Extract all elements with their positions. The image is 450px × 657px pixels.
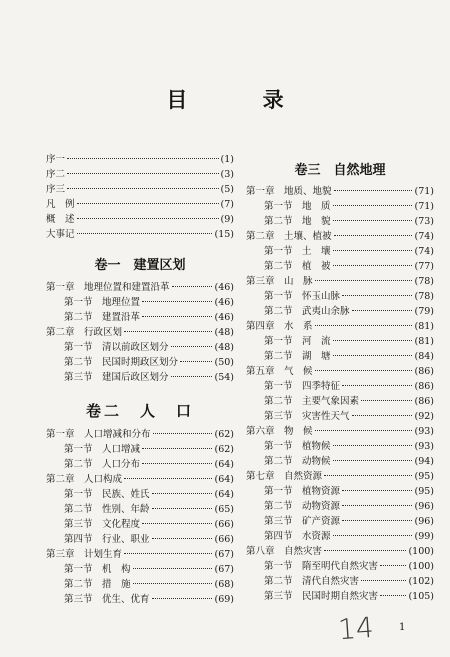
dot-leader (133, 568, 213, 569)
toc-entry-label: 第二节 性别、年龄 (64, 504, 150, 515)
volume-heading: 卷三 自然地理 (294, 163, 386, 178)
toc-entry-page: (78) (414, 291, 434, 302)
dot-leader (352, 310, 413, 311)
toc-entry-page: (78) (414, 276, 434, 287)
toc-entry-label: 第一节 清以前政区划分 (64, 342, 169, 353)
toc-entry-page: (86) (414, 366, 434, 377)
toc-section-entry (46, 355, 234, 370)
toc-entry-label: 概 述 (46, 214, 75, 225)
toc-entry-page: (48) (214, 327, 234, 338)
toc-entry-label: 第二节 湖 塘 (264, 351, 331, 362)
dot-leader (142, 523, 212, 524)
dot-leader (77, 218, 219, 219)
page-title: 目 录 (166, 88, 318, 112)
toc-entry-page: (105) (408, 591, 434, 602)
dot-leader (142, 463, 212, 464)
toc-left-column (46, 152, 234, 607)
toc-entry-page: (96) (414, 516, 434, 527)
toc-entry-label: 第一节 河 流 (264, 336, 331, 347)
toc-entry-label: 第一节 人口增减 (64, 444, 141, 455)
toc-entry-page: (93) (414, 426, 434, 437)
toc-chapter-entry (46, 427, 234, 442)
toc-entry-page: (67) (214, 564, 234, 575)
toc-section-entry (46, 370, 234, 385)
toc-entry-page: (79) (414, 306, 434, 317)
toc-section-entry (246, 499, 434, 514)
toc-entry-label: 第二章 行政区划 (46, 327, 123, 338)
toc-entry-page: (86) (414, 396, 434, 407)
toc-entry-page: (71) (414, 186, 434, 197)
dot-leader (361, 400, 412, 401)
toc-entry-page: (54) (214, 372, 234, 383)
dot-leader (333, 460, 413, 461)
dot-leader (334, 235, 413, 236)
toc-entry-label: 第二节 地 貌 (264, 216, 331, 227)
dot-leader (342, 295, 412, 296)
toc-entry-label: 第三节 民国时期自然灾害 (264, 591, 379, 602)
toc-entry-page: (64) (214, 474, 234, 485)
toc-entry-label: 第二节 主要气象因素 (264, 396, 360, 407)
toc-entry-label: 序一 (46, 154, 66, 165)
toc-chapter-entry (246, 469, 434, 484)
toc-entry-page: (65) (214, 504, 234, 515)
toc-section-entry (46, 457, 234, 472)
toc-entry-page: (95) (414, 486, 434, 497)
toc-section-entry (46, 562, 234, 577)
toc-section-entry (246, 334, 434, 349)
toc-chapter-entry (246, 274, 434, 289)
toc-entry-page: (71) (414, 201, 434, 212)
dot-leader (77, 233, 213, 234)
toc-entry-label: 第三章 计划生育 (46, 549, 123, 560)
toc-section-entry (46, 532, 234, 547)
dot-leader (152, 493, 213, 494)
toc-entry-page: (64) (214, 459, 234, 470)
toc-chapter-entry (246, 544, 434, 559)
toc-entry-page: (93) (414, 441, 434, 452)
toc-entry-label: 第一节 植物资源 (264, 486, 341, 497)
toc-section-entry (246, 214, 434, 229)
toc-entry-label: 第一章 地质、地貌 (246, 186, 332, 197)
dot-leader (171, 376, 213, 377)
toc-section-entry (246, 304, 434, 319)
dot-leader (171, 346, 213, 347)
toc-entry-label: 第一章 人口增减和分布 (46, 429, 151, 440)
toc-entry-label: 第二节 动物候 (264, 456, 331, 467)
toc-entry (46, 182, 234, 197)
dot-leader (124, 478, 212, 479)
toc-section-entry (246, 484, 434, 499)
toc-entry-label: 第二节 武夷山余脉 (264, 306, 350, 317)
toc-section-entry (46, 442, 234, 457)
volume2-entries (46, 427, 234, 607)
dot-leader (324, 550, 406, 551)
dot-leader (67, 188, 219, 189)
toc-entry (46, 167, 234, 182)
toc-section-entry (46, 577, 234, 592)
toc-entry-label: 第四章 水 系 (246, 321, 313, 332)
toc-entry-page: (46) (214, 282, 234, 293)
toc-section-entry (246, 574, 434, 589)
toc-entry-label: 第一节 土 壤 (264, 246, 331, 257)
toc-entry-label: 第四节 行业、职业 (64, 534, 150, 545)
dot-leader (172, 286, 213, 287)
dot-leader (333, 355, 413, 356)
dot-leader (333, 220, 413, 221)
front-matter-list (46, 152, 234, 242)
toc-chapter-entry (46, 325, 234, 340)
toc-entry-label: 第二章 人口构成 (46, 474, 123, 485)
dot-leader (315, 325, 413, 326)
toc-entry-page: (46) (214, 297, 234, 308)
toc-entry-page: (9) (220, 214, 234, 225)
toc-section-entry (46, 310, 234, 325)
toc-chapter-entry (246, 424, 434, 439)
dot-leader (333, 205, 413, 206)
toc-entry-page: (62) (214, 444, 234, 455)
toc-entry-label: 序三 (46, 184, 66, 195)
toc-section-entry (46, 340, 234, 355)
toc-entry-page: (7) (220, 199, 234, 210)
dot-leader (124, 553, 212, 554)
toc-entry-label: 第二节 植 被 (264, 261, 331, 272)
toc-entry-label: 第一节 怀玉山脉 (264, 291, 341, 302)
toc-entry-page: (66) (214, 519, 234, 530)
toc-entry-label: 第一节 四季特征 (264, 381, 341, 392)
dot-leader (142, 301, 212, 302)
toc-entry-page: (74) (414, 231, 434, 242)
dot-leader (142, 448, 212, 449)
dot-leader (333, 340, 413, 341)
toc-entry-label: 第一章 地理位置和建置沿革 (46, 282, 170, 293)
volume-heading: 卷一 建置区划 (94, 258, 186, 273)
dot-leader (333, 535, 413, 536)
toc-entry-page: (102) (408, 576, 434, 587)
dot-leader (142, 316, 212, 317)
toc-section-entry (246, 199, 434, 214)
dot-leader (315, 280, 413, 281)
handwritten-mark: 14 (336, 610, 375, 647)
toc-entry-page: (46) (214, 312, 234, 323)
toc-entry-page: (81) (414, 336, 434, 347)
dot-leader (152, 598, 213, 599)
toc-entry-page: (5) (220, 184, 234, 195)
toc-chapter-entry (246, 229, 434, 244)
toc-entry-label: 第二节 建置沿革 (64, 312, 141, 323)
toc-section-entry (246, 289, 434, 304)
dot-leader (333, 445, 413, 446)
toc-entry-label: 凡 例 (46, 199, 75, 210)
toc-entry-label: 第三节 建国后政区划分 (64, 372, 169, 383)
dot-leader (77, 203, 219, 204)
toc-entry-page: (1) (220, 154, 234, 165)
dot-leader (380, 595, 406, 596)
dot-leader (342, 505, 412, 506)
dot-leader (333, 250, 413, 251)
dot-leader (152, 538, 213, 539)
toc-entry-page: (96) (414, 501, 434, 512)
toc-entry-page: (84) (414, 351, 434, 362)
toc-entry-page: (100) (408, 546, 434, 557)
toc-entry-label: 第二节 民国时期政区划分 (64, 357, 179, 368)
toc-entry-label: 第三章 山 脉 (246, 276, 313, 287)
toc-entry-label: 第一节 隋至明代自然灾害 (264, 561, 379, 572)
dot-leader (315, 430, 413, 431)
toc-entry (46, 212, 234, 227)
dot-leader (67, 158, 219, 159)
toc-section-entry (246, 394, 434, 409)
toc-section-entry (246, 589, 434, 604)
toc-entry-label: 第八章 自然灾害 (246, 546, 323, 557)
volume1-entries (46, 280, 234, 385)
toc-entry-label: 序二 (46, 169, 66, 180)
toc-entry-label: 第二节 动物资源 (264, 501, 341, 512)
toc-chapter-entry (246, 184, 434, 199)
toc-entry-page: (95) (414, 471, 434, 482)
dot-leader (67, 173, 219, 174)
toc-section-entry (246, 454, 434, 469)
toc-section-entry (46, 592, 234, 607)
toc-entry-label: 第七章 自然资源 (246, 471, 323, 482)
toc-entry-label: 第一节 植物候 (264, 441, 331, 452)
toc-entry-label: 第四节 水资源 (264, 531, 331, 542)
dot-leader (342, 385, 412, 386)
dot-leader (334, 190, 413, 191)
toc-chapter-entry (246, 319, 434, 334)
toc-entry-page: (64) (214, 489, 234, 500)
dot-leader (153, 433, 213, 434)
toc-entry (46, 152, 234, 167)
toc-section-entry (46, 295, 234, 310)
toc-entry-page: (94) (414, 456, 434, 467)
toc-entry-label: 第二章 土壤、植被 (246, 231, 332, 242)
dot-leader (180, 361, 212, 362)
dot-leader (315, 370, 413, 371)
toc-section-entry (246, 409, 434, 424)
volume-heading: 卷二 人 口 (85, 402, 194, 420)
toc-entry-label: 第三节 优生、优育 (64, 594, 150, 605)
page-number: 1 (399, 622, 406, 633)
toc-entry-page: (62) (214, 429, 234, 440)
toc-entry-page: (81) (414, 321, 434, 332)
dot-leader (152, 508, 213, 509)
toc-entry-label: 第二节 措 施 (64, 579, 131, 590)
toc-entry-label: 第一节 机 构 (64, 564, 131, 575)
toc-chapter-entry (46, 280, 234, 295)
toc-section-entry (46, 517, 234, 532)
dot-leader (342, 490, 412, 491)
toc-entry-page: (68) (214, 579, 234, 590)
dot-leader (133, 583, 213, 584)
toc-entry-page: (73) (414, 216, 434, 227)
toc-chapter-entry (46, 547, 234, 562)
toc-entry-label: 第二节 清代自然灾害 (264, 576, 360, 587)
toc-entry-label: 第六章 物 候 (246, 426, 313, 437)
toc-entry-label: 第三节 灾害性天气 (264, 411, 350, 422)
toc-entry-page: (50) (214, 357, 234, 368)
toc-entry-page: (3) (220, 169, 234, 180)
toc-entry-page: (77) (414, 261, 434, 272)
toc-section-entry (46, 487, 234, 502)
toc-section-entry (246, 514, 434, 529)
dot-leader (361, 580, 406, 581)
toc-entry (46, 227, 234, 242)
toc-right-column (246, 152, 434, 604)
toc-entry-page: (67) (214, 549, 234, 560)
toc-entry-page: (86) (414, 381, 434, 392)
toc-entry-label: 第五章 气 候 (246, 366, 313, 377)
toc-entry-page: (66) (214, 534, 234, 545)
toc-entry-page: (100) (408, 561, 434, 572)
toc-section-entry (246, 529, 434, 544)
toc-section-entry (246, 349, 434, 364)
toc-entry-page: (74) (414, 246, 434, 257)
toc-section-entry (246, 259, 434, 274)
toc-entry-label: 第三节 矿产资源 (264, 516, 341, 527)
dot-leader (324, 475, 412, 476)
toc-entry-page: (99) (414, 531, 434, 542)
toc-entry-page: (69) (214, 594, 234, 605)
toc-section-entry (246, 379, 434, 394)
toc-entry-label: 第三节 文化程度 (64, 519, 141, 530)
toc-entry-label: 第二节 人口分布 (64, 459, 141, 470)
toc-chapter-entry (246, 364, 434, 379)
toc-entry-page: (92) (414, 411, 434, 422)
volume3-entries (246, 184, 434, 604)
toc-entry-label: 第一节 地 质 (264, 201, 331, 212)
dot-leader (124, 331, 212, 332)
toc-section-entry (46, 502, 234, 517)
toc-entry (46, 197, 234, 212)
toc-section-entry (246, 439, 434, 454)
dot-leader (380, 565, 406, 566)
dot-leader (333, 265, 413, 266)
toc-entry-label: 第一节 地理位置 (64, 297, 141, 308)
dot-leader (352, 415, 413, 416)
dot-leader (342, 520, 412, 521)
toc-entry-page: (48) (214, 342, 234, 353)
toc-section-entry (246, 244, 434, 259)
toc-entry-page: (15) (214, 229, 234, 240)
toc-entry-label: 大事记 (46, 229, 75, 240)
toc-section-entry (246, 559, 434, 574)
toc-chapter-entry (46, 472, 234, 487)
toc-entry-label: 第一节 民族、姓氏 (64, 489, 150, 500)
